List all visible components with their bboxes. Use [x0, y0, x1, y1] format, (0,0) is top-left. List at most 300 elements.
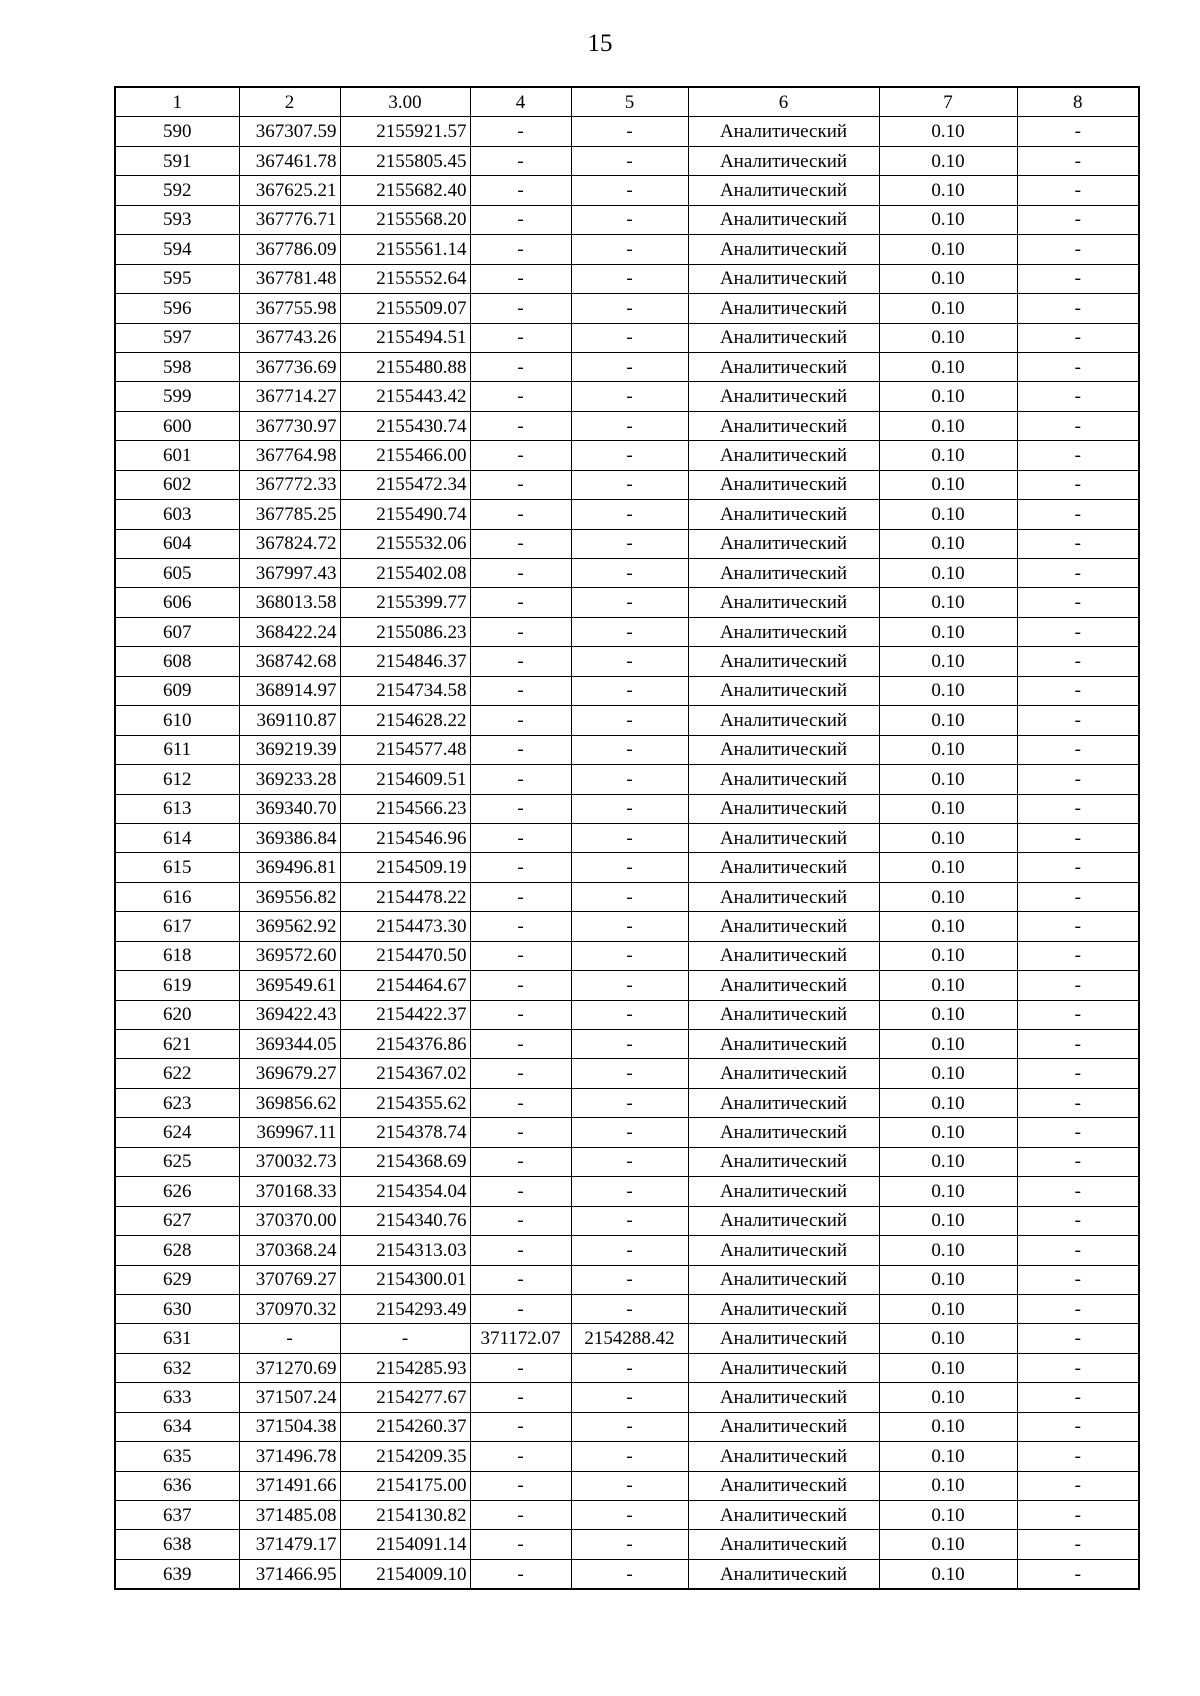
- table-cell: -: [1017, 470, 1139, 499]
- table-cell: -: [470, 1412, 571, 1441]
- table-cell: 367743.26: [239, 323, 340, 352]
- table-row: [115, 823, 1139, 852]
- table-cell: 0.10: [879, 411, 1017, 440]
- table-row: [115, 205, 1139, 234]
- table-row: [115, 470, 1139, 499]
- table-cell: 0.10: [879, 1000, 1017, 1029]
- table-cell: 367625.21: [239, 176, 340, 205]
- table-row: [115, 264, 1139, 293]
- table-cell: 367776.71: [239, 205, 340, 234]
- table-cell: -: [1017, 823, 1139, 852]
- column-header-3: 3.00: [340, 87, 470, 117]
- table-cell: -: [470, 1442, 571, 1471]
- table-cell: 2154091.14: [340, 1530, 470, 1559]
- table-cell: -: [1017, 146, 1139, 175]
- table-cell: Аналитический: [688, 323, 879, 352]
- table-cell: 0.10: [879, 1471, 1017, 1500]
- table-cell: 369549.61: [239, 971, 340, 1000]
- table-cell: -: [470, 1236, 571, 1265]
- column-header-6: 6: [688, 87, 879, 117]
- table-cell: Аналитический: [688, 441, 879, 470]
- table-cell: 0.10: [879, 882, 1017, 911]
- table-cell: 368914.97: [239, 676, 340, 705]
- table-cell: 626: [115, 1177, 239, 1206]
- table-cell: Аналитический: [688, 912, 879, 941]
- table-cell: -: [571, 500, 688, 529]
- table-row: [115, 382, 1139, 411]
- table-row: [115, 1206, 1139, 1235]
- table-row: [115, 1236, 1139, 1265]
- table-cell: -: [571, 1088, 688, 1117]
- table-cell: -: [1017, 352, 1139, 381]
- table-cell: -: [1017, 1059, 1139, 1088]
- table-cell: 2154354.04: [340, 1177, 470, 1206]
- table-row: [115, 1265, 1139, 1294]
- table-cell: -: [470, 941, 571, 970]
- table-cell: Аналитический: [688, 411, 879, 440]
- table-cell: 2154355.62: [340, 1088, 470, 1117]
- table-cell: 2155494.51: [340, 323, 470, 352]
- table-cell: 2155682.40: [340, 176, 470, 205]
- table-cell: Аналитический: [688, 500, 879, 529]
- table-cell: 371172.07: [470, 1324, 571, 1353]
- table-cell: 369422.43: [239, 1000, 340, 1029]
- table-cell: 594: [115, 235, 239, 264]
- table-cell: 369340.70: [239, 794, 340, 823]
- table-row: [115, 853, 1139, 882]
- table-cell: 2154367.02: [340, 1059, 470, 1088]
- table-cell: 591: [115, 146, 239, 175]
- table-cell: 0.10: [879, 1353, 1017, 1382]
- table-cell: 2154566.23: [340, 794, 470, 823]
- table-cell: 634: [115, 1412, 239, 1441]
- table-cell: -: [470, 382, 571, 411]
- table-cell: -: [571, 1147, 688, 1176]
- table-cell: -: [470, 647, 571, 676]
- table-cell: -: [571, 1118, 688, 1147]
- table-cell: 618: [115, 941, 239, 970]
- table-cell: -: [470, 1206, 571, 1235]
- table-cell: 367824.72: [239, 529, 340, 558]
- table-cell: 369967.11: [239, 1118, 340, 1147]
- table-body: [115, 117, 1139, 1589]
- table-cell: -: [571, 853, 688, 882]
- table-cell: -: [1017, 617, 1139, 646]
- table-cell: 370168.33: [239, 1177, 340, 1206]
- table-cell: -: [470, 823, 571, 852]
- table-cell: -: [1017, 794, 1139, 823]
- table-cell: -: [571, 146, 688, 175]
- table-cell: Аналитический: [688, 1088, 879, 1117]
- table-cell: 2154609.51: [340, 765, 470, 794]
- table-cell: 0.10: [879, 588, 1017, 617]
- table-cell: 0.10: [879, 823, 1017, 852]
- table-cell: -: [470, 588, 571, 617]
- table-cell: 600: [115, 411, 239, 440]
- table-cell: 367714.27: [239, 382, 340, 411]
- table-row: [115, 1147, 1139, 1176]
- table-cell: -: [470, 1088, 571, 1117]
- table-cell: -: [571, 1177, 688, 1206]
- table-cell: 0.10: [879, 323, 1017, 352]
- table-cell: 2154313.03: [340, 1236, 470, 1265]
- table-row: [115, 794, 1139, 823]
- table-cell: -: [1017, 941, 1139, 970]
- table-cell: 609: [115, 676, 239, 705]
- table-cell: -: [1017, 382, 1139, 411]
- table-cell: -: [340, 1324, 470, 1353]
- table-cell: 2154368.69: [340, 1147, 470, 1176]
- table-cell: 2155805.45: [340, 146, 470, 175]
- table-cell: 0.10: [879, 500, 1017, 529]
- table-cell: Аналитический: [688, 529, 879, 558]
- table-row: [115, 882, 1139, 911]
- table-row: [115, 647, 1139, 676]
- table-cell: 371504.38: [239, 1412, 340, 1441]
- table-cell: -: [571, 735, 688, 764]
- table-row: [115, 765, 1139, 794]
- table-cell: 619: [115, 971, 239, 1000]
- table-cell: 367730.97: [239, 411, 340, 440]
- table-cell: -: [1017, 529, 1139, 558]
- table-row: [115, 1059, 1139, 1088]
- table-cell: -: [1017, 735, 1139, 764]
- table-cell: 369556.82: [239, 882, 340, 911]
- table-cell: 615: [115, 853, 239, 882]
- table-cell: 2155430.74: [340, 411, 470, 440]
- table-cell: -: [571, 706, 688, 735]
- table-cell: 0.10: [879, 1265, 1017, 1294]
- table-cell: 2154470.50: [340, 941, 470, 970]
- table-cell: 0.10: [879, 1118, 1017, 1147]
- table-cell: Аналитический: [688, 205, 879, 234]
- table-cell: 612: [115, 765, 239, 794]
- table-cell: 371507.24: [239, 1383, 340, 1412]
- table-cell: 370370.00: [239, 1206, 340, 1235]
- table-cell: 2154546.96: [340, 823, 470, 852]
- table-cell: Аналитический: [688, 1383, 879, 1412]
- table-cell: 0.10: [879, 912, 1017, 941]
- table-cell: -: [571, 441, 688, 470]
- table-cell: Аналитический: [688, 1324, 879, 1353]
- table-cell: -: [571, 647, 688, 676]
- table-cell: -: [571, 1206, 688, 1235]
- table-cell: 2154209.35: [340, 1442, 470, 1471]
- table-cell: 2155509.07: [340, 294, 470, 323]
- table-cell: 2154285.93: [340, 1353, 470, 1382]
- table-cell: -: [470, 176, 571, 205]
- table-cell: 367786.09: [239, 235, 340, 264]
- table-cell: 369496.81: [239, 853, 340, 882]
- table-cell: -: [1017, 1324, 1139, 1353]
- table-cell: 367461.78: [239, 146, 340, 175]
- table-row: [115, 1530, 1139, 1559]
- table-cell: -: [470, 1059, 571, 1088]
- table-cell: 2155472.34: [340, 470, 470, 499]
- table-cell: Аналитический: [688, 1530, 879, 1559]
- table-row: [115, 500, 1139, 529]
- table-cell: 2155399.77: [340, 588, 470, 617]
- table-cell: 608: [115, 647, 239, 676]
- table-cell: -: [1017, 1353, 1139, 1382]
- table-cell: 590: [115, 117, 239, 146]
- table-cell: 593: [115, 205, 239, 234]
- table-cell: 2154577.48: [340, 735, 470, 764]
- table-cell: -: [1017, 117, 1139, 146]
- table-cell: 622: [115, 1059, 239, 1088]
- table-cell: -: [571, 294, 688, 323]
- table-cell: 0.10: [879, 853, 1017, 882]
- table-cell: 367785.25: [239, 500, 340, 529]
- table-cell: -: [1017, 1442, 1139, 1471]
- table-cell: Аналитический: [688, 1501, 879, 1530]
- table-cell: -: [470, 205, 571, 234]
- table-cell: -: [1017, 1265, 1139, 1294]
- table-cell: 0.10: [879, 1294, 1017, 1323]
- table-cell: 2154628.22: [340, 706, 470, 735]
- table-cell: -: [571, 1442, 688, 1471]
- table-cell: 0.10: [879, 559, 1017, 588]
- table-cell: -: [571, 882, 688, 911]
- table-cell: -: [571, 617, 688, 646]
- table-cell: 2155921.57: [340, 117, 470, 146]
- table-cell: 371466.95: [239, 1559, 340, 1589]
- table-row: [115, 941, 1139, 970]
- table-cell: 2154464.67: [340, 971, 470, 1000]
- table-cell: -: [571, 941, 688, 970]
- table-cell: -: [1017, 1118, 1139, 1147]
- table-cell: 0.10: [879, 765, 1017, 794]
- table-cell: Аналитический: [688, 1030, 879, 1059]
- table-row: [115, 1030, 1139, 1059]
- table-cell: 604: [115, 529, 239, 558]
- table-row: [115, 1088, 1139, 1117]
- table-cell: Аналитический: [688, 941, 879, 970]
- table-cell: -: [1017, 1088, 1139, 1117]
- table-cell: 2154293.49: [340, 1294, 470, 1323]
- table-cell: 0.10: [879, 1059, 1017, 1088]
- table-header-row: [115, 87, 1139, 117]
- table-cell: 611: [115, 735, 239, 764]
- table-cell: -: [571, 971, 688, 1000]
- table-cell: -: [470, 352, 571, 381]
- table-cell: -: [1017, 500, 1139, 529]
- table-cell: Аналитический: [688, 1177, 879, 1206]
- table-cell: Аналитический: [688, 647, 879, 676]
- table-cell: -: [571, 1559, 688, 1589]
- table-cell: 597: [115, 323, 239, 352]
- table-cell: 0.10: [879, 617, 1017, 646]
- table-cell: 2155532.06: [340, 529, 470, 558]
- table-cell: -: [470, 1353, 571, 1382]
- table-cell: 616: [115, 882, 239, 911]
- table-cell: 2155561.14: [340, 235, 470, 264]
- table-cell: 0.10: [879, 117, 1017, 146]
- table-cell: -: [470, 1559, 571, 1589]
- table-cell: 369679.27: [239, 1059, 340, 1088]
- table-cell: 601: [115, 441, 239, 470]
- table-cell: -: [470, 1501, 571, 1530]
- table-cell: 2154378.74: [340, 1118, 470, 1147]
- table-cell: Аналитический: [688, 470, 879, 499]
- table-cell: 371270.69: [239, 1353, 340, 1382]
- table-cell: -: [571, 176, 688, 205]
- table-cell: -: [571, 205, 688, 234]
- table-cell: Аналитический: [688, 235, 879, 264]
- table-cell: 368742.68: [239, 647, 340, 676]
- table-cell: -: [470, 1030, 571, 1059]
- table-cell: 2154422.37: [340, 1000, 470, 1029]
- table-cell: 371491.66: [239, 1471, 340, 1500]
- table-cell: 0.10: [879, 1442, 1017, 1471]
- table-cell: -: [571, 1059, 688, 1088]
- table-row: [115, 176, 1139, 205]
- table-cell: -: [1017, 647, 1139, 676]
- table-cell: 367772.33: [239, 470, 340, 499]
- table-cell: -: [1017, 559, 1139, 588]
- table-cell: Аналитический: [688, 735, 879, 764]
- table-cell: -: [571, 794, 688, 823]
- table-cell: -: [571, 529, 688, 558]
- table-cell: 0.10: [879, 1412, 1017, 1441]
- table-cell: 2155568.20: [340, 205, 470, 234]
- table-row: [115, 1324, 1139, 1353]
- table-row: [115, 1412, 1139, 1441]
- table-cell: Аналитический: [688, 1265, 879, 1294]
- table-cell: Аналитический: [688, 617, 879, 646]
- table-cell: 2154509.19: [340, 853, 470, 882]
- table-cell: -: [470, 794, 571, 823]
- table-cell: -: [571, 1265, 688, 1294]
- table-cell: 0.10: [879, 971, 1017, 1000]
- table-cell: -: [571, 1471, 688, 1500]
- table-cell: -: [470, 117, 571, 146]
- column-header-2: 2: [239, 87, 340, 117]
- table-cell: 2154260.37: [340, 1412, 470, 1441]
- table-row: [115, 441, 1139, 470]
- table-cell: 369386.84: [239, 823, 340, 852]
- table-cell: 599: [115, 382, 239, 411]
- table-cell: -: [571, 1383, 688, 1412]
- table-cell: 595: [115, 264, 239, 293]
- table-cell: -: [1017, 1236, 1139, 1265]
- table-cell: 0.10: [879, 1177, 1017, 1206]
- table-cell: -: [470, 264, 571, 293]
- table-cell: 2155086.23: [340, 617, 470, 646]
- table-cell: -: [571, 1501, 688, 1530]
- table-cell: -: [470, 1383, 571, 1412]
- table-cell: -: [470, 1471, 571, 1500]
- table-cell: Аналитический: [688, 706, 879, 735]
- table-cell: Аналитический: [688, 882, 879, 911]
- table-cell: 0.10: [879, 676, 1017, 705]
- table-cell: -: [571, 323, 688, 352]
- table-cell: 620: [115, 1000, 239, 1029]
- table-cell: 635: [115, 1442, 239, 1471]
- table-cell: 630: [115, 1294, 239, 1323]
- table-row: [115, 971, 1139, 1000]
- table-cell: 368422.24: [239, 617, 340, 646]
- table-cell: -: [1017, 1177, 1139, 1206]
- table-cell: 2155552.64: [340, 264, 470, 293]
- table-cell: 614: [115, 823, 239, 852]
- table-cell: -: [470, 676, 571, 705]
- table-cell: 625: [115, 1147, 239, 1176]
- table-cell: 606: [115, 588, 239, 617]
- table-row: [115, 1471, 1139, 1500]
- table-cell: 367764.98: [239, 441, 340, 470]
- table-cell: -: [1017, 1471, 1139, 1500]
- table-cell: -: [1017, 1000, 1139, 1029]
- table-cell: 367307.59: [239, 117, 340, 146]
- table-cell: 598: [115, 352, 239, 381]
- table-cell: -: [470, 853, 571, 882]
- table-cell: 2154846.37: [340, 647, 470, 676]
- table-cell: 2154277.67: [340, 1383, 470, 1412]
- table-cell: 0.10: [879, 706, 1017, 735]
- table-cell: 605: [115, 559, 239, 588]
- table-cell: 0.10: [879, 941, 1017, 970]
- table-cell: -: [470, 882, 571, 911]
- table-cell: -: [1017, 1412, 1139, 1441]
- table-cell: -: [470, 912, 571, 941]
- table-cell: -: [1017, 588, 1139, 617]
- table-cell: Аналитический: [688, 1118, 879, 1147]
- table-cell: 629: [115, 1265, 239, 1294]
- table-cell: -: [1017, 765, 1139, 794]
- table-cell: 369562.92: [239, 912, 340, 941]
- table-cell: 0.10: [879, 1501, 1017, 1530]
- table-cell: -: [470, 1118, 571, 1147]
- table-cell: Аналитический: [688, 176, 879, 205]
- table-cell: 371479.17: [239, 1530, 340, 1559]
- table-row: [115, 559, 1139, 588]
- table-row: [115, 1353, 1139, 1382]
- table-cell: -: [1017, 1030, 1139, 1059]
- table-cell: 0.10: [879, 352, 1017, 381]
- table-cell: 0.10: [879, 1236, 1017, 1265]
- table-row: [115, 588, 1139, 617]
- table-cell: -: [1017, 1206, 1139, 1235]
- table-row: [115, 1501, 1139, 1530]
- table-cell: -: [571, 559, 688, 588]
- table-row: [115, 235, 1139, 264]
- table-cell: -: [470, 735, 571, 764]
- table-cell: -: [1017, 912, 1139, 941]
- table-row: [115, 1000, 1139, 1029]
- table-cell: -: [571, 676, 688, 705]
- table-cell: 638: [115, 1530, 239, 1559]
- table-cell: 603: [115, 500, 239, 529]
- table-cell: 2155402.08: [340, 559, 470, 588]
- table-row: [115, 1177, 1139, 1206]
- table-cell: -: [571, 912, 688, 941]
- table-cell: Аналитический: [688, 264, 879, 293]
- table-cell: Аналитический: [688, 382, 879, 411]
- table-cell: 0.10: [879, 264, 1017, 293]
- table-cell: -: [571, 235, 688, 264]
- table-cell: 2154734.58: [340, 676, 470, 705]
- table-cell: Аналитический: [688, 1236, 879, 1265]
- table-cell: 2154478.22: [340, 882, 470, 911]
- table-cell: 613: [115, 794, 239, 823]
- table-cell: -: [1017, 1501, 1139, 1530]
- table-cell: 610: [115, 706, 239, 735]
- table-cell: -: [470, 294, 571, 323]
- table-cell: 367997.43: [239, 559, 340, 588]
- table-cell: 0.10: [879, 1559, 1017, 1589]
- table-cell: Аналитический: [688, 676, 879, 705]
